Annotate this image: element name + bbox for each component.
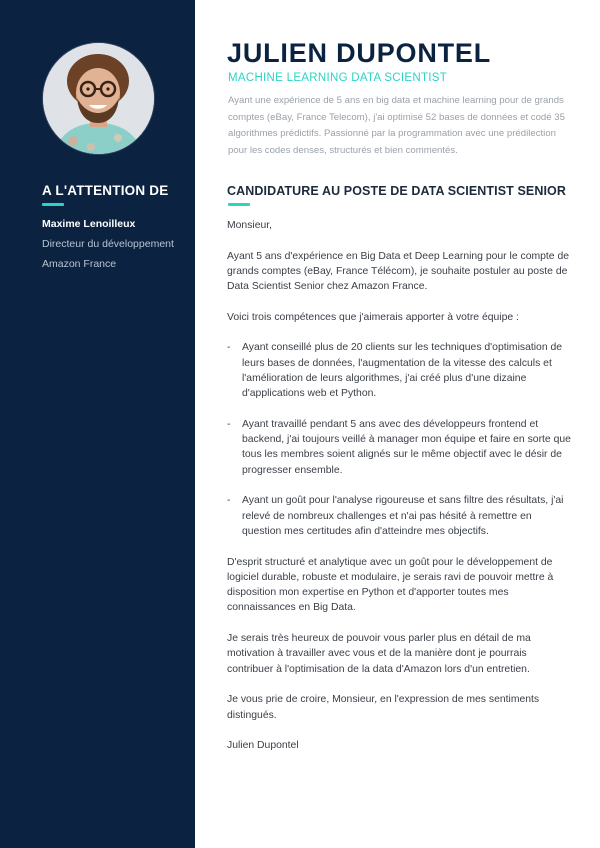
- candidate-summary: Ayant une expérience de 5 ans en big data et machine learning pour de grands comptes (eBay, France Telecom), j'ai optimisé 52 bases de données et codé 35 algorithmes prédictifs. Passionné par la programmation avec une prédilection pour les codes denses, structurés et bien commentés.: [228, 95, 565, 156]
- recipient-section-title: A L'ATTENTION DE: [42, 183, 169, 198]
- avatar: [43, 43, 154, 154]
- candidate-name: JULIEN DUPONTEL: [227, 38, 492, 68]
- list-item-text: Ayant travaillé pendant 5 ans avec des développeurs frontend et backend, j'ai toujours veillé à manager mon équipe et faire en sorte que tous les membres soient alignés sur le même objectif avec le désir de progresser ensemble.: [242, 418, 571, 476]
- sidebar: [0, 0, 195, 848]
- letter-body: [227, 218, 572, 769]
- accent-divider: [228, 203, 250, 206]
- list-item-text: Ayant conseillé plus de 20 clients sur les techniques d'optimisation de leurs bases de données, l'augmentation de la vitesse des calculs et l'amélioration de leurs algorithmes, j'ai créé plus d'une dizaine d'applications web et Python.: [242, 342, 563, 400]
- person-photo-icon: [43, 43, 154, 154]
- letter-paragraph: Ayant 5 ans d'expérience en Big Data et Deep Learning pour le compte de grands comptes (eBay, France Télécom), je souhaite postuler au poste de Data Scientist Senior chez Amazon France.: [227, 250, 570, 293]
- list-item: [227, 493, 572, 539]
- bullet-dash: -: [227, 418, 231, 430]
- salutation: Monsieur,: [227, 220, 273, 231]
- closing: Je vous prie de croire, Monsieur, en l'expression de mes sentiments distingués.: [227, 694, 540, 721]
- bullet-dash: -: [227, 495, 231, 507]
- letter-paragraph: D'esprit structuré et analytique avec un goût pour le développement de logiciel durable, robuste et modulaire, je serais ravi de pouvoir mettre à disposition mon expertise en Python et d'apporter toutes mes connaissances en Big Data.: [227, 556, 554, 614]
- candidate-job-title: MACHINE LEARNING DATA SCIENTIST: [228, 72, 448, 84]
- skills-list: [227, 340, 572, 539]
- letter-paragraph: Je serais très heureux de pouvoir vous parler plus en détail de ma motivation à travailler avec vous et de la manière dont je pourrais contribuer à l'optimisation de la data d'Amazon lors d'un entretien.: [227, 633, 531, 675]
- bullet-dash: -: [227, 342, 231, 354]
- recipient-role: Directeur du développement: [42, 238, 174, 250]
- list-item-text: Ayant un goût pour l'analyse rigoureuse et sans filtre des résultats, j'ai relevé de nombreux challenges et n'ai pas hésité à remettre en question mes certitudes afin d'atteindre mes objectifs.: [242, 495, 564, 537]
- letter-subject: CANDIDATURE AU POSTE DE DATA SCIENTIST SENIOR: [227, 184, 567, 198]
- recipient-name: Maxime Lenoilleux: [42, 218, 136, 230]
- list-item: [227, 340, 572, 401]
- recipient-block: [42, 218, 174, 278]
- letter-paragraph: Voici trois compétences que j'aimerais apporter à votre équipe :: [227, 311, 519, 323]
- list-item: [227, 417, 572, 478]
- signature: Julien Dupontel: [227, 740, 299, 752]
- recipient-company: Amazon France: [42, 258, 117, 270]
- accent-divider: [42, 203, 64, 206]
